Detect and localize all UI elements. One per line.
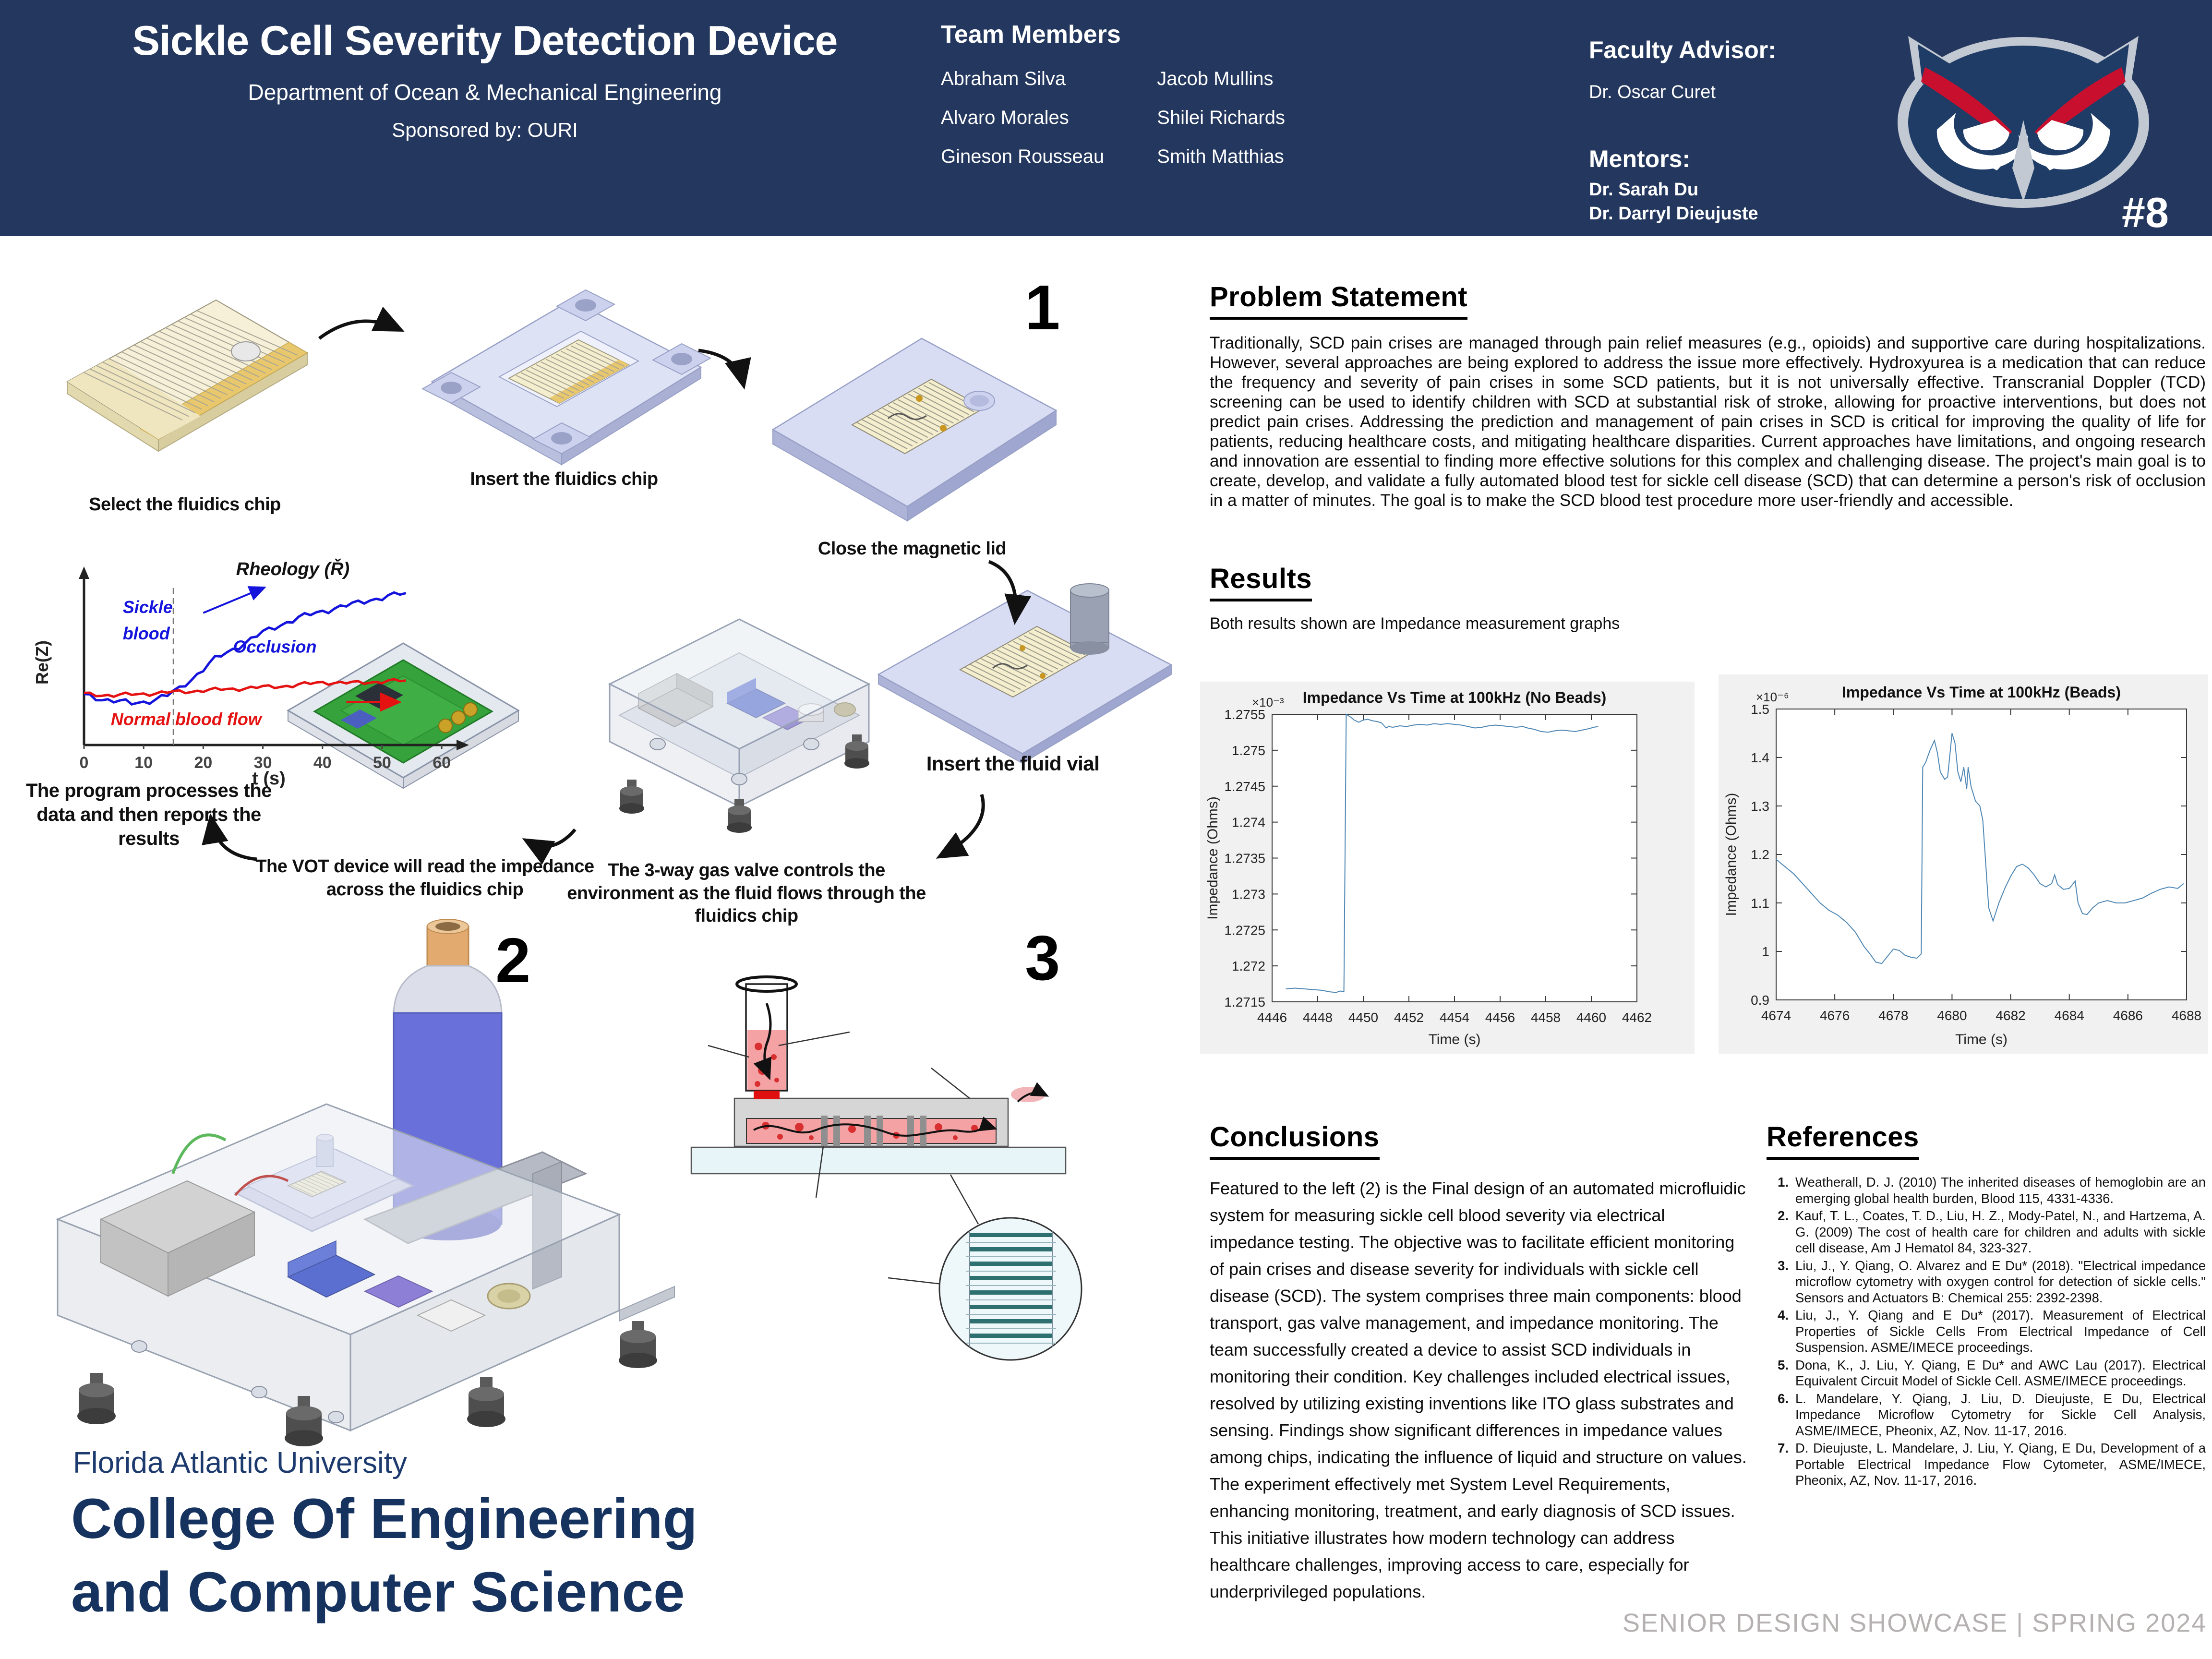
svg-text:Occlusion: Occlusion (233, 637, 317, 657)
svg-text:Impedance Vs Time at 100kHz (N: Impedance Vs Time at 100kHz (No Beads) (1302, 689, 1607, 706)
problem-statement-body: Traditionally, SCD pain crises are managed through pain relief measures (e.g., opioids) and supportive care during hospitalizations. However, several approaches are being explored to address the issue more effectively. Hydroxyurea is a medication that can reduce the frequency and severity of pain crises in some SCD patients, but it is not universally effective. Transcranial Doppler (TCD) screening can be used to identify children with SCD at substantial risk of stroke, allowing for proactive interventions, but does not predict pain crises. Addressing the prediction and management of pain crises in SCD is critical for improving the quality of life for patients, reducing healthcare costs, and mitigating healthcare disparities. Current approaches have limitations, and ongoing research and innovation are essential to finding more effective solutions for this complex and challenging disease. The project's main goal is to create, develop, and validate a fully automated blood test for sickle cell disease (SCD) that can determine a person's risk of occlusion in a matter of minutes. The goal is to make the SCD blood test procedure more user-friendly and accessible. (1210, 334, 2206, 510)
faculty-advisor-name: Dr. Oscar Curet (1589, 82, 1716, 102)
college-name-line1: College Of Engineering (71, 1487, 697, 1551)
svg-text:×10⁻⁶: ×10⁻⁶ (1756, 690, 1789, 704)
caption-insert-chip: Insert the fluidics chip (470, 469, 658, 489)
caption-close-lid: Close the magnetic lid (817, 539, 1007, 559)
svg-text:1.4: 1.4 (1751, 750, 1769, 765)
gas-valve-box-figure (586, 600, 883, 830)
svg-text:4674: 4674 (1761, 1008, 1791, 1023)
ref-item-3: 4. Liu, J., Y. Qiang and E Du* (2017). Measurement of Electrical Properties of Sickle Cells From Electrical Impedance of Cell Suspension. ASME/IMECE proceedings. (1778, 1308, 2206, 1355)
svg-text:×10⁻³: ×10⁻³ (1252, 695, 1284, 709)
device-foot (619, 780, 644, 814)
team-number-badge: #8 (2122, 189, 2169, 236)
svg-text:4676: 4676 (1819, 1008, 1850, 1023)
svg-text:0.9: 0.9 (1751, 993, 1769, 1008)
svg-text:4448: 4448 (1302, 1010, 1333, 1025)
ref-item-2: 3. Liu, J., Y. Qiang, O. Alvarez and E Du* (2018). "Electrical impedance microflow cytometry with oxygen control for detection of sickle cells." Sensors and Actuators B: Chemical 255: 2392-2398. (1778, 1258, 2206, 1305)
university-name: Florida Atlantic University (73, 1446, 408, 1479)
svg-text:1.5: 1.5 (1751, 702, 1769, 717)
svg-text:4446: 4446 (1257, 1010, 1287, 1025)
svg-text:Impedance (Ohms): Impedance (Ohms) (1723, 793, 1739, 916)
college-name-line2: and Computer Science (71, 1561, 685, 1624)
svg-text:4462: 4462 (1622, 1010, 1652, 1025)
svg-text:Normal blood flow: Normal blood flow (110, 709, 262, 729)
svg-text:50: 50 (373, 754, 391, 772)
arrow-vial-to-valve (942, 794, 983, 855)
final-device-illustration (58, 919, 674, 1446)
mentor-name-1: Dr. Darryl Dieujuste (1589, 204, 1758, 224)
svg-text:1.2725: 1.2725 (1224, 923, 1265, 938)
team-name-0: Abraham Silva (941, 68, 1066, 89)
svg-text:4688: 4688 (2171, 1008, 2202, 1023)
results-section (1210, 563, 2206, 634)
impedance-beads-chart (1719, 674, 2208, 1054)
step-number-3: 3 (1025, 923, 1060, 993)
svg-text:40: 40 (313, 754, 332, 772)
svg-text:Impedance Vs Time at 100kHz (B: Impedance Vs Time at 100kHz (Beads) (1842, 684, 2121, 701)
team-members-col2 (1157, 68, 1285, 168)
poster-subtitle: Department of Ocean & Mechanical Engineering (248, 80, 722, 105)
magnetic-lid-figure (754, 302, 1070, 542)
arrow-valve-to-vot (528, 830, 575, 846)
references-heading: References (1767, 1121, 1919, 1160)
caption-insert-vial: Insert the fluid vial (926, 752, 1100, 775)
svg-text:t (s): t (s) (252, 769, 286, 789)
ref-item-6: 7. D. Dieujuste, L. Mandelare, J. Liu, Y. Qiang, E Du, Development of a Portable Electrical Impedance Flow Cytometer, ASME/IMECE, Pheonix, AZ, Nov. 11-17, 2016. (1778, 1441, 2206, 1488)
svg-text:blood: blood (122, 623, 170, 643)
owl-icon (1898, 36, 2149, 208)
caption-vot: The VOT device will read the impedance across the fluidics chip (255, 856, 594, 900)
svg-text:Time (s): Time (s) (1955, 1032, 2008, 1047)
mentor-name-0: Dr. Sarah Du (1589, 180, 1699, 200)
fluid-vial-lid-figure (864, 562, 1195, 763)
problem-statement-section (1210, 281, 2206, 510)
results-heading: Results (1210, 563, 1312, 601)
ref-item-0: 1. Weatherall, D. J. (2010) The inherited diseases of hemoglobin are an emerging global health burden, Blood 115, 4331-4336. (1778, 1175, 2206, 1206)
svg-text:1.2: 1.2 (1751, 847, 1769, 862)
svg-text:4686: 4686 (2113, 1008, 2143, 1023)
magnetic-lid-illustration (773, 338, 1056, 521)
rheology-chart (32, 559, 480, 789)
svg-text:1.2755: 1.2755 (1224, 707, 1265, 722)
svg-text:Impedance (Ohms): Impedance (Ohms) (1205, 796, 1221, 920)
problem-statement-heading: Problem Statement (1210, 281, 1467, 320)
team-members-block (941, 20, 1354, 168)
device-foot (467, 1377, 505, 1427)
svg-text:20: 20 (194, 754, 213, 772)
svg-text:1.273: 1.273 (1231, 887, 1265, 902)
svg-text:Time (s): Time (s) (1428, 1032, 1481, 1047)
svg-text:4680: 4680 (1937, 1008, 1967, 1023)
title-block (72, 19, 898, 142)
svg-text:4684: 4684 (2054, 1008, 2084, 1023)
advisor-mentors-block (1589, 36, 1887, 226)
svg-text:4452: 4452 (1394, 1010, 1424, 1025)
svg-text:1.3: 1.3 (1751, 799, 1769, 814)
results-caption: Both results shown are Impedance measurement graphs (1210, 614, 1620, 633)
mentors-list (1589, 178, 1887, 226)
team-name-0: Jacob Mullins (1157, 68, 1274, 89)
fluidics-chip-illustration (67, 300, 307, 451)
svg-text:0: 0 (79, 754, 89, 772)
pdms-chip-schematic (662, 936, 1138, 1426)
impedance-no-beads-chart (1200, 682, 1695, 1054)
conclusions-section (1210, 1121, 1747, 1605)
svg-text:4460: 4460 (1576, 1010, 1607, 1025)
svg-text:1.1: 1.1 (1751, 896, 1769, 911)
showcase-footer: SENIOR DESIGN SHOWCASE | SPRING 2024 (1623, 1609, 2207, 1637)
conclusions-body: Featured to the left (2) is the Final design of an automated microfluidic system for measuring sickle cell blood severity via electrical impedance testing. The objective was to facilitate efficient monitoring of pain crises and disease severity for individuals with sickle cell disease (SCD). The system comprises three main components: blood transport, gas valve management, and impedance monitoring. The team successfully created a device to assist SCD individuals in monitoring their condition. Key challenges included electrical issues, resolved by utilizing existing inventions like ITO glass substrates and sensing. Findings show significant differences in impedance values among chips, indicating the influence of liquid and structure on values. The experiment effectively met System Level Requirements, enhancing monitoring, treatment, and early diagnosis of SCD issues. This initiative illustrates how modern technology can address healthcare challenges, improving access to care, especially for underprivileged populations. (1210, 1178, 1747, 1601)
svg-text:1.272: 1.272 (1231, 959, 1265, 974)
ref-item-5: 6. L. Mandelare, Y. Qiang, J. Liu, D. Dieujuste, E Du, Electrical Impedance Microflow Cytometry for Sickle Cell Analysis, ASME/IMECE, Pheonix, AZ, Nov. 11-17, 2016. (1778, 1391, 2206, 1438)
svg-text:1.2715: 1.2715 (1224, 995, 1265, 1010)
final-device-figure (29, 912, 682, 1450)
step-number-2: 2 (495, 925, 531, 996)
gas-valve-illustration (610, 619, 869, 833)
svg-text:4454: 4454 (1439, 1010, 1470, 1025)
caption-program: The program processes the data and then reports the results (25, 780, 272, 849)
svg-text:4458: 4458 (1530, 1010, 1561, 1025)
team-name-2: Gineson Rousseau (941, 146, 1105, 167)
team-members-heading: Team Members (941, 21, 1121, 48)
faculty-advisor-heading: Faculty Advisor: (1589, 36, 1776, 63)
svg-text:4678: 4678 (1878, 1008, 1909, 1023)
device-foot (619, 1321, 657, 1368)
team-members-col1 (941, 68, 1104, 168)
chip-holder-illustration (422, 290, 710, 465)
chip-holder-figure (413, 269, 720, 475)
svg-text:10: 10 (134, 754, 153, 772)
poster-title: Sickle Cell Severity Detection Device (132, 18, 838, 64)
svg-text:1.274: 1.274 (1231, 815, 1265, 830)
caption-select-chip: Select the fluidics chip (89, 494, 281, 515)
device-foot (727, 799, 752, 833)
svg-text:1.2745: 1.2745 (1224, 779, 1265, 794)
fau-owl-logo (1887, 10, 2160, 216)
caption-valve: The 3-way gas valve controls the environment as the fluid flows through the fluidics chip (567, 860, 926, 926)
svg-text:4682: 4682 (1996, 1008, 2026, 1023)
mentors-heading: Mentors: (1589, 145, 1691, 172)
team-name-2: Smith Matthias (1157, 146, 1284, 167)
poster-sponsor: Sponsored by: OURI (392, 119, 578, 142)
svg-text:60: 60 (433, 754, 451, 772)
svg-text:4450: 4450 (1348, 1010, 1379, 1025)
team-name-1: Shilei Richards (1157, 107, 1285, 128)
conclusions-heading: Conclusions (1210, 1121, 1380, 1160)
svg-text:Re(Z): Re(Z) (32, 640, 52, 685)
pdms-schematic-illustration (691, 977, 1082, 1360)
svg-text:Sickle: Sickle (122, 597, 173, 617)
team-name-1: Alvaro Morales (941, 107, 1069, 128)
svg-text:4456: 4456 (1485, 1010, 1515, 1025)
ref-item-1: 2. Kauf, T. L., Coates, T. D., Liu, H. Z., Mody-Patel, N., and Hartzema, A. G. (2009) The cost of health care for children and adults with sickle cell disease, Am J Hematol 84, 323-327. (1778, 1208, 2206, 1255)
svg-text:1.275: 1.275 (1231, 743, 1265, 758)
arrow-select-to-insert (319, 321, 398, 338)
ref-item-4: 5. Dona, K., J. Liu, Y. Qiang, E Du* and AWC Lau (2017). Electrical Equivalent Circuit Model of Sickle Cell. ASME/IMECE proceedings. (1778, 1357, 2206, 1388)
references-list (1767, 1174, 2206, 1489)
svg-text:30: 30 (253, 754, 272, 772)
svg-text:1.2735: 1.2735 (1224, 851, 1265, 866)
svg-text:Rheology (Ř): Rheology (Ř) (236, 559, 350, 579)
fluid-vial-illustration (878, 584, 1171, 763)
device-foot (77, 1373, 116, 1424)
references-section (1767, 1121, 2206, 1490)
header-banner (0, 0, 2212, 236)
step-number-1: 1 (1025, 272, 1060, 343)
fluidics-chip-figure (38, 278, 326, 499)
svg-text:1: 1 (1762, 944, 1769, 959)
